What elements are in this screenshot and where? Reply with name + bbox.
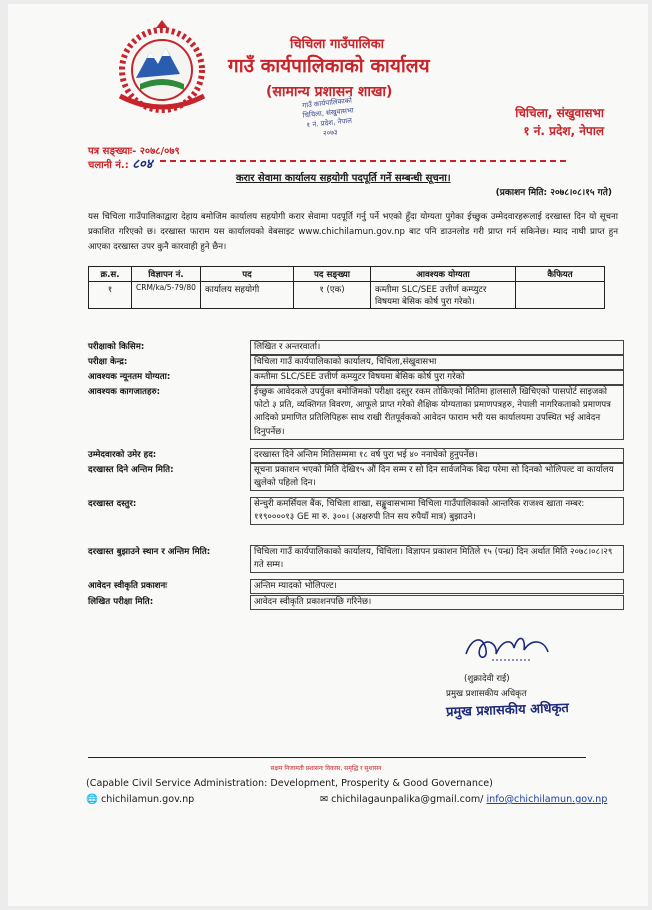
mail-icon: ✉ [320,794,329,805]
table-row [89,282,605,309]
nepal-emblem-logo [100,18,224,122]
office-name: गाउँ कार्यपालिकाको कार्यालय [228,55,430,77]
header-post: पद [201,267,294,282]
header-qualification: आवश्यक योग्यता [371,267,516,282]
signatory-name: (शुक्रादेवी राई) [464,674,510,684]
handwritten-signature [462,630,554,666]
vacancy-table [88,266,605,309]
municipality-name: चिचिला गाउँपालिका [290,37,385,52]
signatory-title: प्रमुख प्रशासकीय अधिकृत [446,689,527,699]
globe-icon: 🌐 [86,794,98,805]
publication-date: (प्रकाशन मिति: २०७८।०८।१५ गते) [495,188,612,198]
header-remarks: कैफियत [516,267,605,282]
cell-ad-number: CRM/ka/5-79/80 [132,282,201,309]
header-divider [160,160,566,162]
table-header-row [89,267,605,282]
office-seal-stamp: गाउँ कार्यपालिकाको चिचिला, संखुवासभा १ नं. प्रदेश, नेपाल २०७३ [301,96,355,138]
notice-title: करार सेवामा कार्यालय सहयोगी पदपूर्ति गर्ने सम्बन्धी सूचना। [236,173,451,184]
header-ad-number: विज्ञापन नं. [132,267,201,282]
footer-divider [88,757,586,758]
email-link-info[interactable]: info@chichilamun.gov.np [486,794,608,805]
address-line-2: १ नं. प्रदेश, नेपाल [523,124,604,138]
email-link-gmail[interactable]: chichilagaunpalika@gmail.com/ [331,794,484,805]
notice-paragraph: यस चिचिला गाउँपालिकाद्वारा देहाय बमोजिम कार्यालय सहयोगी करार सेवामा पदपूर्ति गर्नु पर्ने भएको हुँदा योग्यता पुगेका ईच्छुक उम्मेदवारहरूलाई दरखास्त दिन यो सूचना प्रकाशित गरिएको छ। दरखास्त फाराम यस कार्यालयको वेबसाइट www.chichilamun.gov.np बाट पनि डाउनलोड गरी प्राप्त गर्न सकिनेछ। म्याद नाघी प्राप्त हुन आएका दरखास्त उपर कुनै कारवाही हुने छैन। [88,212,618,252]
footer-email [320,794,607,805]
footer-website [86,794,194,805]
letter-number: पत्र सङ्ख्याः- २०७८/०७९ [88,146,180,157]
cell-serial: १ [89,282,132,309]
cell-post: कार्यालय सहयोगी [201,282,294,309]
cell-qualification: कम्तीमा SLC/SEE उत्तीर्ण कम्प्युटर विषयमा बेसिक कोर्ष पुरा गरेको। [371,282,516,309]
section-name: (सामान्य प्रशासन शाखा) [266,84,393,100]
dispatch-number: चलानी नं.: ८०४ [88,157,153,172]
website-link[interactable]: chichilamun.gov.np [101,794,195,805]
address-line-1: चिचिला, संखुवासभा [515,106,604,120]
cell-post-count: १ (एक) [294,282,371,309]
cell-remarks [516,282,605,309]
header-post-count: पद सङ्ख्या [294,267,371,282]
footer-motto: सक्षम निजामती प्रशासनः विकास, समृद्धि र सुशासन [270,765,382,772]
header-serial: क्र.स. [89,267,132,282]
dispatch-number-handwritten: ८०४ [132,157,153,172]
footer-english-motto: (Capable Civil Service Administration: Development, Prosperity & Good Governance) [86,778,493,789]
signatory-stamp: प्रमुख प्रशासकीय अधिकृत [445,700,570,721]
